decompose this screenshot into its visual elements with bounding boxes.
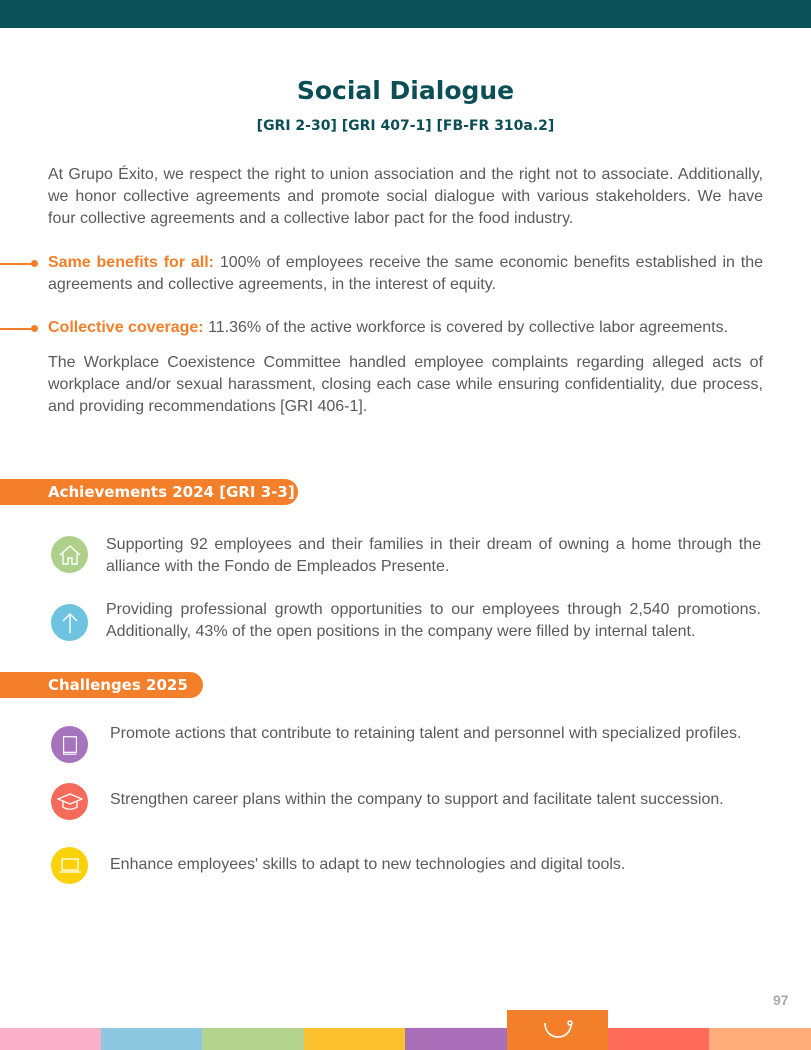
color-strip-pink <box>0 1028 102 1050</box>
achievement-item: Supporting 92 employees and their families in their dream of owning a home through the alliance with the Fondo de Empleados Presente. <box>106 536 761 575</box>
challenge-item: Promote actions that contribute to retaining talent and personnel with specialized profiles. <box>110 725 742 742</box>
color-strip-blue <box>101 1028 203 1050</box>
color-strip-red <box>608 1028 710 1050</box>
bullet-dot <box>31 325 38 332</box>
challenge-item: Enhance employees' skills to adapt to new technologies and digital tools. <box>110 856 626 873</box>
bullet-label: Collective coverage: <box>48 319 204 336</box>
laptop-icon <box>51 847 88 884</box>
bullet-label: Same benefits for all: <box>48 254 215 271</box>
committee-paragraph: The Workplace Coexistence Committee handled employee complaints regarding alleged acts of workplace and/or sexual harassment, closing each case while ensuring confidentiality, due process, and providing recommendations [GRI 406-1]. <box>48 354 763 415</box>
page-subtitle: [GRI 2-30] [GRI 407-1] [FB-FR 310a.2] <box>256 118 555 134</box>
bullet-text: 100% of employees receive the same economic benefits established in the agreements and collective agreements, in the interest of equity. <box>48 254 764 293</box>
header-bar <box>0 0 811 28</box>
color-strip-peach <box>709 1028 811 1050</box>
house-icon <box>51 536 88 573</box>
bullet-dot <box>31 260 38 267</box>
intro-paragraph: At Grupo Éxito, we respect the right to union association and the right not to associate. Additionally, we honor collective agreements and promote social dialogue with various stakeholders. We have four collective agreements and a collective labor pact for the food industry. <box>48 166 763 227</box>
arrow-up-icon <box>51 604 88 641</box>
book-icon <box>51 726 88 763</box>
smile-logo-icon <box>507 1010 608 1050</box>
color-strip-green <box>202 1028 304 1050</box>
bullet-collective-coverage <box>48 317 763 339</box>
graduation-cap-icon <box>51 783 88 820</box>
page-number: 97 <box>773 992 789 1008</box>
color-strip-yellow <box>304 1028 406 1050</box>
achievements-heading: Achievements 2024 [GRI 3-3] <box>0 479 298 505</box>
bullet-line <box>0 328 34 330</box>
bullet-line <box>0 263 34 265</box>
bullet-text: 11.36% of the active workforce is covered by collective labor agreements. <box>203 319 729 336</box>
achievement-item: Providing professional growth opportunities to our employees through 2,540 promotions. Additionally, 43% of the open positions in the company were filled by internal talent. <box>106 601 761 640</box>
challenge-item: Strengthen career plans within the company to support and facilitate talent succession. <box>110 791 724 808</box>
bullet-same-benefits <box>48 252 763 296</box>
page-title: Social Dialogue <box>296 76 515 105</box>
challenges-heading: Challenges 2025 <box>0 672 203 698</box>
color-strip-purple <box>405 1028 507 1050</box>
